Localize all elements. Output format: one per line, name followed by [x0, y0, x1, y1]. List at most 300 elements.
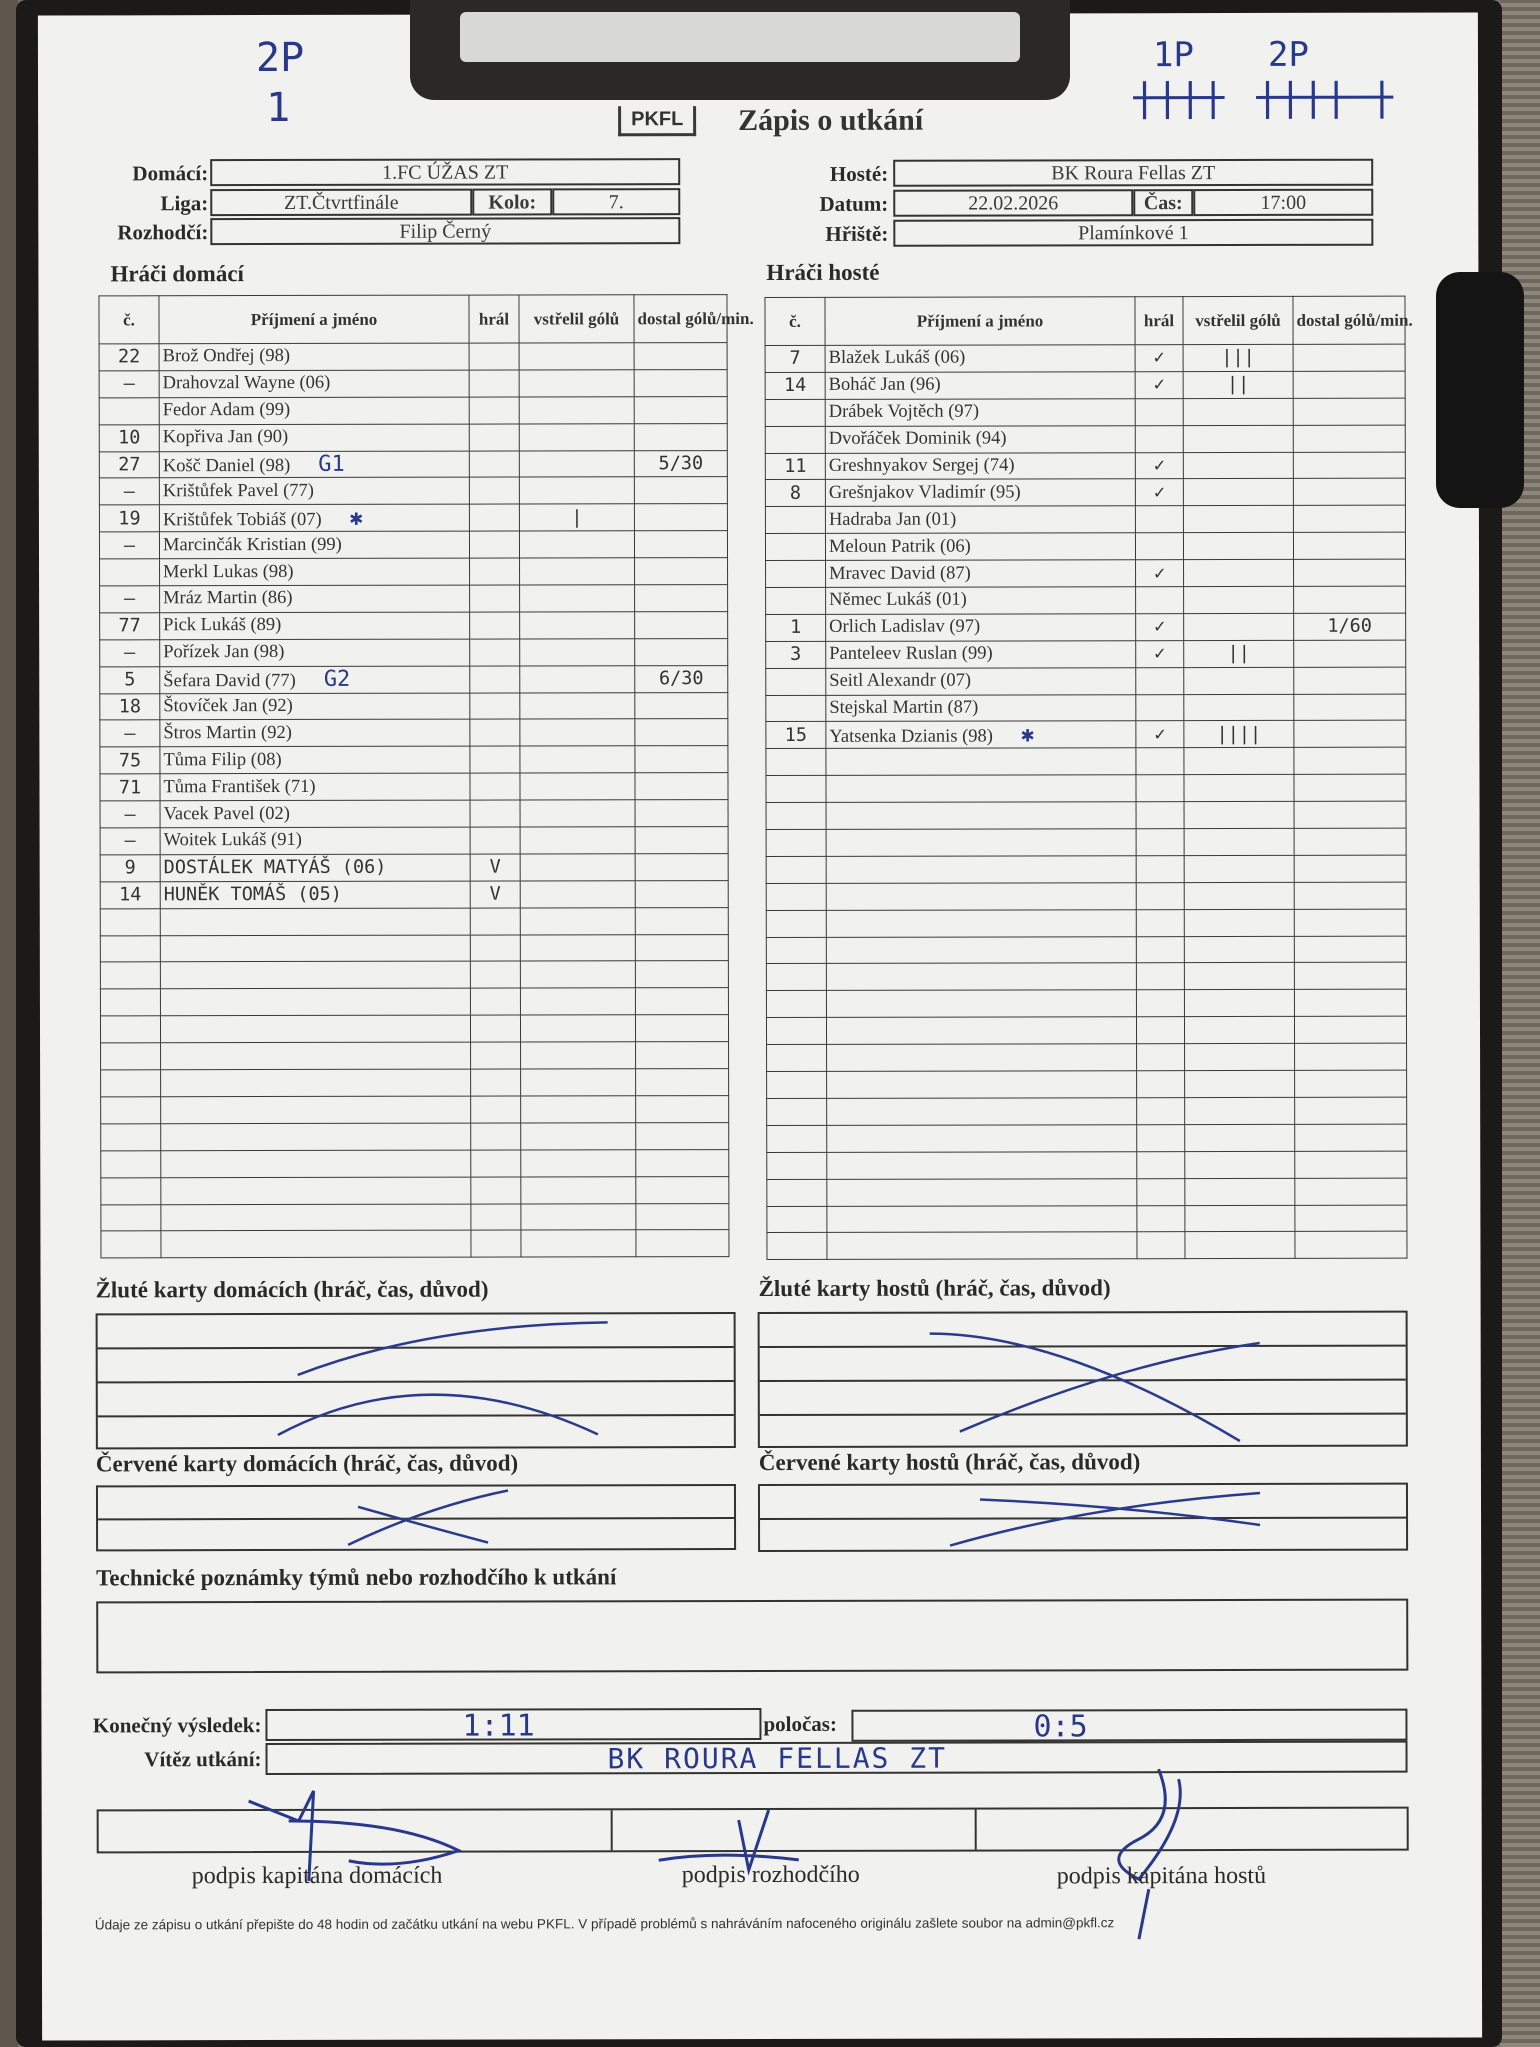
cell-played: [1136, 1017, 1184, 1044]
table-row: [100, 773, 728, 801]
cell-conceded: [1293, 532, 1405, 559]
cell-conceded: [635, 611, 728, 638]
cell-conceded: [1294, 963, 1406, 990]
cell-scored: [1183, 398, 1293, 425]
cell-player-name: [160, 854, 470, 882]
player-name: Drahovzal Wayne (06): [162, 373, 331, 394]
table-row: [766, 774, 1406, 802]
cell-played: [471, 1204, 521, 1231]
cell-number: [99, 398, 159, 425]
table-row: [99, 423, 727, 451]
cell-number: [767, 1125, 827, 1152]
cell-number: 27: [99, 451, 159, 478]
player-name: Fedor Adam (99): [162, 400, 291, 421]
cell-number: [765, 426, 825, 453]
table-row: [766, 936, 1406, 964]
cell-played: [470, 773, 520, 800]
table-row: [765, 505, 1405, 533]
table-row: [99, 477, 727, 505]
cell-conceded: 1/60: [1294, 613, 1406, 640]
tally-left-label: 2P: [255, 34, 305, 82]
player-name: Orlich Ladislav (97): [829, 616, 981, 638]
cell-number: 75: [100, 747, 160, 774]
cell-conceded: [1295, 1070, 1407, 1097]
cell-player-name: [827, 1098, 1137, 1126]
crossed-out-mark: [98, 1314, 734, 1447]
cell-player-name: [160, 773, 470, 801]
cell-scored: [1183, 425, 1293, 452]
crossed-out-mark: [760, 1313, 1406, 1446]
table-row: [100, 585, 728, 613]
cell-played: [1136, 990, 1184, 1017]
cell-played: [1136, 802, 1184, 829]
cell-number: [101, 1124, 161, 1151]
cell-played: [1136, 748, 1184, 775]
cell-scored: [520, 773, 635, 800]
col-name: Příjmení a jméno: [159, 295, 469, 344]
cell-player-name: [160, 558, 470, 586]
cell-scored: [520, 1015, 635, 1042]
halftime-field: [851, 1709, 1407, 1745]
table-row: [99, 531, 727, 559]
table-row: [766, 559, 1406, 587]
cell-number: [100, 1016, 160, 1043]
cell-number: [766, 560, 826, 587]
cell-number: 1: [766, 614, 826, 641]
cell-player-name: [159, 531, 469, 559]
tally-left-value: 1: [266, 84, 291, 132]
cell-number: [766, 910, 826, 937]
cell-player-name: [161, 1230, 471, 1258]
cell-conceded: [634, 531, 727, 558]
cell-played: [1137, 1124, 1185, 1151]
table-row: [766, 721, 1406, 749]
cell-number: 71: [100, 774, 160, 801]
table-row: [100, 961, 728, 989]
cell-scored: ||: [1183, 371, 1293, 398]
table-row: [100, 692, 728, 720]
player-name: Štros Martin (92): [163, 722, 292, 744]
cell-scored: [520, 612, 635, 639]
cell-number: [767, 1071, 827, 1098]
cell-played: [470, 935, 520, 962]
cell-scored: [1184, 667, 1294, 694]
cell-played: [469, 397, 519, 424]
cell-conceded: [636, 1069, 729, 1096]
cell-played: [1136, 829, 1184, 856]
cell-conceded: [1293, 371, 1405, 398]
cell-player-name: [826, 641, 1136, 669]
cell-player-name: [826, 936, 1136, 964]
cell-conceded: [1295, 1151, 1407, 1178]
player-name: HUNĚK TOMÁŠ (05): [163, 884, 342, 906]
table-row: [101, 1096, 729, 1124]
red-cards-home-box: [96, 1484, 736, 1551]
league-field: [210, 189, 472, 217]
table-row: [767, 1178, 1407, 1206]
cell-conceded: [1294, 882, 1406, 909]
cell-scored: [521, 1176, 636, 1203]
red-cards-away-box: [758, 1483, 1408, 1552]
pkfl-logo: PKFL: [618, 106, 696, 136]
cell-conceded: [1295, 1124, 1407, 1151]
cell-conceded: [1293, 398, 1405, 425]
cell-played: ✓: [1136, 560, 1184, 587]
player-name: Woitek Lukáš (91): [163, 830, 302, 851]
cell-conceded: [1294, 801, 1406, 828]
cell-conceded: [1294, 855, 1406, 882]
cell-scored: [521, 1230, 636, 1257]
cell-scored: [1185, 1044, 1295, 1071]
player-name: Drábek Vojtěch (97): [828, 401, 980, 423]
cell-played: ✓: [1135, 479, 1183, 506]
player-name: Boháč Jan (96): [828, 374, 941, 396]
cell-number: [767, 1045, 827, 1072]
player-name: Blažek Lukáš (06): [828, 348, 966, 369]
col-number: č.: [765, 297, 825, 345]
cell-played: [471, 1230, 521, 1257]
cell-scored: [1184, 560, 1294, 587]
cell-number: [765, 507, 825, 534]
time-label: Čas:: [1143, 192, 1183, 215]
cell-player-name: [160, 639, 470, 667]
home-players-heading: Hráči domácí: [110, 261, 244, 287]
table-row: [99, 450, 727, 478]
cell-player-name: [161, 1150, 471, 1178]
col-conceded: dostal gólů/min.: [634, 295, 727, 343]
tech-notes-box: [96, 1599, 1408, 1674]
cell-scored: [520, 907, 635, 934]
cell-conceded: [1294, 909, 1406, 936]
away-label: Hosté:: [829, 161, 889, 186]
cell-conceded: [1294, 748, 1406, 775]
table-row: [101, 1230, 729, 1258]
league-label: Liga:: [160, 191, 209, 216]
cell-scored: [520, 558, 635, 585]
cell-player-name: [161, 1204, 471, 1232]
cell-played: [469, 424, 519, 451]
cell-conceded: [634, 477, 727, 504]
match-sheet: [38, 12, 1482, 2040]
cell-played: [1137, 1205, 1185, 1232]
player-name: Krištůfek Tobiáš (07): [162, 509, 322, 531]
cell-player-name: [826, 721, 1136, 749]
cell-player-name: [826, 802, 1136, 830]
cell-scored: [1185, 1124, 1295, 1151]
cell-number: [767, 1098, 827, 1125]
cell-conceded: [635, 638, 728, 665]
cell-number: —: [100, 720, 160, 747]
player-name: Kopřiva Jan (90): [162, 427, 289, 448]
cell-player-name: [161, 1042, 471, 1070]
cell-player-name: [159, 370, 469, 398]
player-name: Šefara David (77): [163, 671, 296, 692]
cell-player-name: [160, 881, 470, 909]
cell-player-name: [826, 560, 1136, 588]
cell-player-name: [159, 343, 469, 371]
home-players-table: [98, 294, 754, 1259]
cell-played: [469, 343, 519, 370]
cell-player-name: [827, 1071, 1137, 1099]
table-row: [100, 638, 728, 666]
cell-player-name: [159, 451, 469, 479]
cell-conceded: [1294, 990, 1406, 1017]
cell-played: [470, 693, 520, 720]
cell-scored: [519, 397, 634, 424]
cell-number: [766, 803, 826, 830]
cell-player-name: [160, 746, 470, 774]
cell-player-name: [827, 1044, 1137, 1072]
cell-player-name: [159, 397, 469, 425]
cell-played: [469, 451, 519, 478]
yellow-cards-away-heading: Žluté karty hostů (hráč, čas, důvod): [758, 1275, 1111, 1302]
tally-right-label-2: 2P: [1267, 34, 1309, 75]
cell-number: [101, 1150, 161, 1177]
cell-conceded: [636, 1149, 729, 1176]
cell-player-name: [160, 827, 470, 855]
player-name: Stejskal Martin (87): [829, 697, 979, 718]
home-label: Domácí:: [132, 161, 209, 186]
player-name: Tůma František (71): [163, 776, 316, 797]
table-row: [766, 882, 1406, 910]
cell-conceded: [635, 773, 728, 800]
cell-conceded: [636, 1042, 729, 1069]
cell-player-name: [159, 424, 469, 452]
cell-played: [1136, 694, 1184, 721]
cell-player-name: [160, 962, 470, 990]
player-name: DOSTÁLEK MATYÁŠ (06): [163, 857, 387, 879]
table-row: [766, 909, 1406, 937]
cell-number: [766, 991, 826, 1018]
table-row: [765, 452, 1405, 480]
cell-conceded: [1293, 479, 1405, 506]
cell-player-name: [826, 694, 1136, 722]
cell-number: [100, 935, 160, 962]
cell-number: 10: [99, 424, 159, 451]
cell-scored: [521, 1123, 636, 1150]
cell-player-name: [826, 856, 1136, 884]
cell-scored: [519, 450, 634, 477]
cell-played: [471, 1069, 521, 1096]
winner-label: Vítěz utkání:: [144, 1747, 262, 1772]
cell-number: [765, 399, 825, 426]
cell-played: [470, 988, 520, 1015]
cell-played: [1137, 1071, 1185, 1098]
cell-conceded: [634, 396, 727, 423]
cell-player-name: [161, 1096, 471, 1124]
table-row: [765, 371, 1405, 399]
tally-right-value-2: |||| |: [1256, 74, 1394, 119]
cell-played: [1136, 882, 1184, 909]
cell-number: [766, 964, 826, 991]
table-row: [766, 855, 1406, 883]
cell-scored: [520, 585, 635, 612]
player-name: Grešnjakov Vladimír (95): [828, 482, 1021, 503]
cell-conceded: [1293, 425, 1405, 452]
final-result-value: 1:11: [462, 1708, 535, 1744]
cell-number: [766, 668, 826, 695]
away-table-header: [765, 296, 1405, 345]
cell-played: [470, 585, 520, 612]
clipboard-clip: [410, 0, 1070, 100]
table-row: [101, 1203, 729, 1231]
cell-player-name: [825, 398, 1135, 426]
cell-scored: [1183, 479, 1293, 506]
cell-scored: [521, 1096, 636, 1123]
cell-conceded: [636, 1176, 729, 1203]
pen: [1436, 272, 1524, 508]
cell-conceded: [1294, 667, 1406, 694]
cell-number: [766, 587, 826, 614]
cell-number: [101, 1043, 161, 1070]
table-row: [766, 667, 1406, 695]
cell-conceded: [635, 1015, 728, 1042]
table-row: [766, 990, 1406, 1018]
cell-conceded: 5/30: [634, 450, 727, 477]
cell-number: 7: [765, 345, 825, 372]
footer-note: Údaje ze zápisu o utkání přepište do 48 hodin od začátku utkání na webu PKFL. V případě problémů s nahráváním nafoceného originálu zašlete soubor na admin@pkfl.cz: [94, 1915, 1115, 1933]
cell-conceded: [634, 369, 727, 396]
cell-number: [100, 559, 160, 586]
table-row: [767, 1070, 1407, 1098]
home-team-field: [210, 158, 680, 186]
cell-player-name: [827, 1125, 1137, 1153]
home-captain-signature-label: podpis kapitána domácích: [191, 1862, 443, 1890]
cell-conceded: [1294, 828, 1406, 855]
player-name: Pořízek Jan (98): [163, 642, 285, 663]
cell-player-name: [825, 533, 1135, 561]
cell-scored: [519, 477, 634, 504]
cell-player-name: [826, 614, 1136, 642]
player-name: Mravec David (87): [829, 563, 971, 584]
cell-scored: [1184, 828, 1294, 855]
tech-notes-heading: Technické poznámky týmů nebo rozhodčího k utkání: [96, 1564, 617, 1591]
cell-player-name: [160, 1015, 470, 1043]
cell-number: [766, 856, 826, 883]
cell-player-name: [161, 1069, 471, 1097]
cell-conceded: [635, 800, 728, 827]
cell-scored: [1184, 802, 1294, 829]
time-field: [1193, 189, 1373, 216]
date-label: Datum:: [819, 191, 889, 216]
player-note: ✱: [1020, 722, 1035, 748]
cell-number: [765, 534, 825, 561]
cell-conceded: [1294, 936, 1406, 963]
cell-conceded: [635, 585, 728, 612]
cell-scored: [519, 423, 634, 450]
cell-scored: [520, 827, 635, 854]
cell-played: [1135, 425, 1183, 452]
cell-number: 15: [766, 722, 826, 749]
player-name: Pick Lukáš (89): [163, 615, 282, 636]
cell-scored: [1185, 1205, 1295, 1232]
cell-number: 18: [100, 693, 160, 720]
cell-scored: [520, 854, 635, 881]
cell-player-name: [826, 775, 1136, 803]
cell-player-name: [160, 720, 470, 748]
table-row: [101, 1149, 729, 1177]
cell-player-name: [160, 612, 470, 640]
table-row: [99, 504, 727, 532]
table-row: [99, 343, 727, 371]
cell-played: [1136, 587, 1184, 614]
cell-number: [766, 1018, 826, 1045]
cell-scored: [519, 370, 634, 397]
cell-number: —: [100, 801, 160, 828]
table-row: [766, 748, 1406, 776]
player-name: Dvořáček Dominik (94): [828, 428, 1007, 449]
cell-player-name: [827, 1151, 1137, 1179]
cell-number: 9: [100, 855, 160, 882]
cell-played: [470, 961, 520, 988]
cell-played: [469, 477, 519, 504]
cell-player-name: [827, 1232, 1137, 1260]
table-row: [765, 344, 1405, 372]
cell-conceded: [634, 343, 727, 370]
cell-number: [767, 1152, 827, 1179]
referee-label: Rozhodčí:: [117, 220, 209, 245]
final-result-label: Konečný výsledek:: [92, 1713, 262, 1738]
cell-conceded: [1294, 694, 1406, 721]
cell-played: [1136, 963, 1184, 990]
table-row: [766, 1016, 1406, 1044]
cell-conceded: [635, 988, 728, 1015]
cell-scored: [1184, 882, 1294, 909]
cell-number: [101, 1231, 161, 1258]
cell-played: [470, 1015, 520, 1042]
cell-conceded: [635, 746, 728, 773]
round-field: [552, 188, 680, 215]
col-scored: vstřelil gólů: [519, 295, 634, 343]
cell-player-name: [160, 800, 470, 828]
round-label: Kolo:: [488, 191, 537, 214]
player-name: Hadraba Jan (01): [828, 509, 957, 530]
player-name: Mráz Martin (86): [163, 588, 293, 609]
table-row: [765, 425, 1405, 453]
yellow-cards-away-box: [758, 1311, 1408, 1448]
cell-played: ✓: [1135, 345, 1183, 372]
cell-played: [1136, 909, 1184, 936]
cell-number: [101, 1070, 161, 1097]
table-row: [766, 613, 1406, 641]
crossed-out-mark: [98, 1486, 734, 1549]
cell-conceded: [635, 558, 728, 585]
player-name: Tůma Filip (08): [163, 749, 282, 771]
cell-player-name: [827, 1178, 1137, 1206]
halftime-value: 0:5: [1033, 1709, 1088, 1745]
cell-conceded: [635, 719, 728, 746]
cell-number: 3: [766, 641, 826, 668]
cell-scored: [520, 665, 635, 692]
cell-conceded: [1293, 344, 1405, 371]
cell-conceded: [1295, 1232, 1407, 1259]
player-note: ✱: [349, 505, 363, 531]
cell-conceded: [636, 1230, 729, 1257]
player-name: Panteleev Ruslan (99): [829, 643, 993, 665]
cell-scored: [1185, 1070, 1295, 1097]
cell-scored: [520, 639, 635, 666]
col-played: hrál: [1135, 297, 1183, 345]
cell-number: 77: [100, 613, 160, 640]
referee-signature-label: podpis rozhodčího: [681, 1861, 860, 1889]
table-row: [100, 719, 728, 747]
cell-played: [1136, 667, 1184, 694]
table-row: [766, 828, 1406, 856]
table-row: [766, 801, 1406, 829]
cell-number: [100, 989, 160, 1016]
table-row: [99, 369, 727, 397]
winner-value: BK ROURA FELLAS ZT: [607, 1741, 948, 1776]
